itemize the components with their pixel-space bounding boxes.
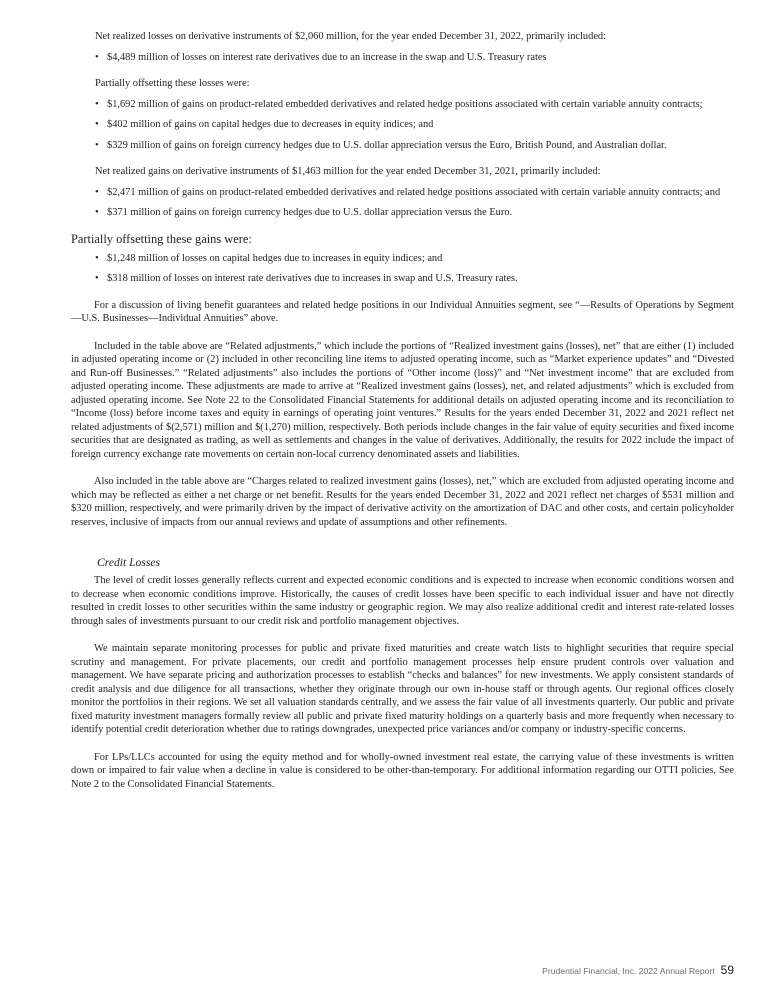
document-body: [71, 30, 734, 791]
paragraph-credit-losses-level: The level of credit losses generally reflects current and expected economic conditions and is expected to increase when economic conditions worsen and to decrease when economic conditions improve. Historically, the causes of credit losses have been specific to each individual issuer and have not directly resulted in credit losses to other securities within the same industry or geographic region. We may also realize additional credit and interest rate-related losses through sales of investments pursuant to our credit risk and portfolio management objectives.: [71, 575, 734, 627]
bullet-list-2021-gains: [71, 186, 734, 220]
report-title: Prudential Financial, Inc. 2022 Annual Report: [542, 966, 715, 976]
bullet-list-2022-losses: [71, 51, 734, 65]
paragraph-related-adjustments: Included in the table above are “Related adjustments,” which include the portions of “Realized investment gains (losses), net” that are either (1) included in adjusted operating income or (2) included in other reconciling line items to adjusted operating income, such as “Market experience updates” and “Divested and Run-off Businesses.” “Related adjustments” also includes the portions of “Other income (loss)” and “Net investment income” that are excluded from adjusted operating income. These adjustments are made to arrive at “Realized investment gains (losses), net, and related adjustments” which is excluded from adjusted operating income. See Note 22 to the Consolidated Financial Statements for additional details on adjusted operating income and its reconciliation to “Income (loss) before income taxes and equity in earnings of operating joint ventures.” Results for the years ended December 31, 2022 and 2021 reflect net related adjustments of $(2,571) million and $(1,270) million, respectively. Both periods include changes in the fair value of equity securities and fixed income securities that are designated as trading, as well as settlements and changes in the value of derivatives. Additionally, the results for 2022 include the impact of foreign currency exchange rate movements on certain non-local currency denominated assets and liabilities.: [71, 340, 734, 460]
list-item: • $371 million of gains on foreign currency hedges due to U.S. dollar appreciation versus the Euro.: [95, 207, 513, 218]
paragraph-monitoring-processes: We maintain separate monitoring processes for public and private fixed maturities and create watch lists to highlight securities that require special scrutiny and management. For private placements, our credit and portfolio management processes help ensure prudent controls over valuation and management. We have separate pricing and authorization processes to establish “checks and balances” for new investments. We apply consistent standards of credit analysis and due diligence for all transactions, whether they originate through our own in-house staff or through agents. Our regional offices closely monitor the portfolios in their regions. We set all valuation standards centrally, and we assess the fair value of all investments quarterly. Our public and private fixed maturity investment managers formally review all public and private fixed maturity holdings on a quarterly basis and more frequently when necessary to identify potential credit deterioration whether due to ratings downgrades, unexpected price variances and/or company or industry-specific concerns.: [71, 643, 734, 735]
bullet-icon: •: [95, 273, 99, 284]
page-footer: [542, 963, 734, 977]
list-item: • $1,248 million of losses on capital hedges due to increases in equity indices; and: [95, 252, 443, 264]
paragraph-charges-related: Also included in the table above are “Charges related to realized investment gains (losses), net,” which are excluded from adjusted operating income and which may be reflected as either a net charge or net benefit. Results for the years ended December 31, 2022 and 2021 reflect net charges of $531 million and $320 million, respectively, and were primarily driven by the impact of derivative activity on the amortization of DAC and other costs, and certain policyholder reserves, inclusive of impacts from our annual reviews and update of assumptions and other refinements.: [71, 476, 734, 528]
bullet-icon: •: [95, 207, 99, 218]
paragraph-2022-losses-intro: Net realized losses on derivative instruments of $2,060 million, for the year ended December 31, 2022, primarily included:: [95, 31, 607, 42]
paragraph-lps-llcs: For LPs/LLCs accounted for using the equity method and for wholly-owned investment real estate, the carrying value of these investments is written down or impaired to fair value when a decline in value is considered to be other-than-temporary. For additional information regarding our OTTI policies, See Note 2 to the Consolidated Financial Statements.: [71, 751, 734, 790]
list-item: • $402 million of gains on capital hedges due to decreases in equity indices; and: [95, 119, 434, 130]
list-item: • $1,692 million of gains on product-related embedded derivatives and related hedge positions associated with certain variable annuity contracts;: [95, 98, 703, 110]
paragraph-offsetting-losses: Partially offsetting these losses were:: [95, 78, 250, 89]
paragraph-2021-gains-intro: Net realized gains on derivative instruments of $1,463 million for the year ended December 31, 2021, primarily included:: [95, 166, 601, 177]
paragraph-living-benefit: For a discussion of living benefit guarantees and related hedge positions in our Individual Annuities segment, see “—Results of Operations by Segment—U.S. Businesses—Individual Annuities” above.: [71, 299, 734, 324]
bullet-icon: •: [95, 186, 99, 198]
list-item: • $2,471 million of gains on product-related embedded derivatives and related hedge positions associated with certain variable annuity contracts; and: [95, 186, 721, 198]
bullet-list-offsetting-gains: [71, 252, 734, 286]
bullet-icon: •: [95, 139, 99, 151]
bullet-icon: •: [95, 98, 99, 110]
section-heading-credit-losses: Credit Losses: [97, 556, 161, 569]
bullet-list-offsetting-losses: [71, 98, 734, 153]
bullet-icon: •: [95, 51, 99, 63]
list-item: • $329 million of gains on foreign currency hedges due to U.S. dollar appreciation versus the Euro, British Pound, and Australian dollar.: [95, 139, 667, 151]
paragraph-offsetting-gains: Partially offsetting these gains were:: [71, 231, 252, 246]
bullet-icon: •: [95, 252, 99, 264]
list-item: • $318 million of losses on interest rate derivatives due to increases in swap and U.S. Treasury rates.: [95, 273, 518, 284]
bullet-icon: •: [95, 119, 99, 130]
page-number: 59: [720, 963, 734, 977]
list-item: • $4,489 million of losses on interest rate derivatives due to an increase in the swap and U.S. Treasury rates: [95, 51, 547, 63]
